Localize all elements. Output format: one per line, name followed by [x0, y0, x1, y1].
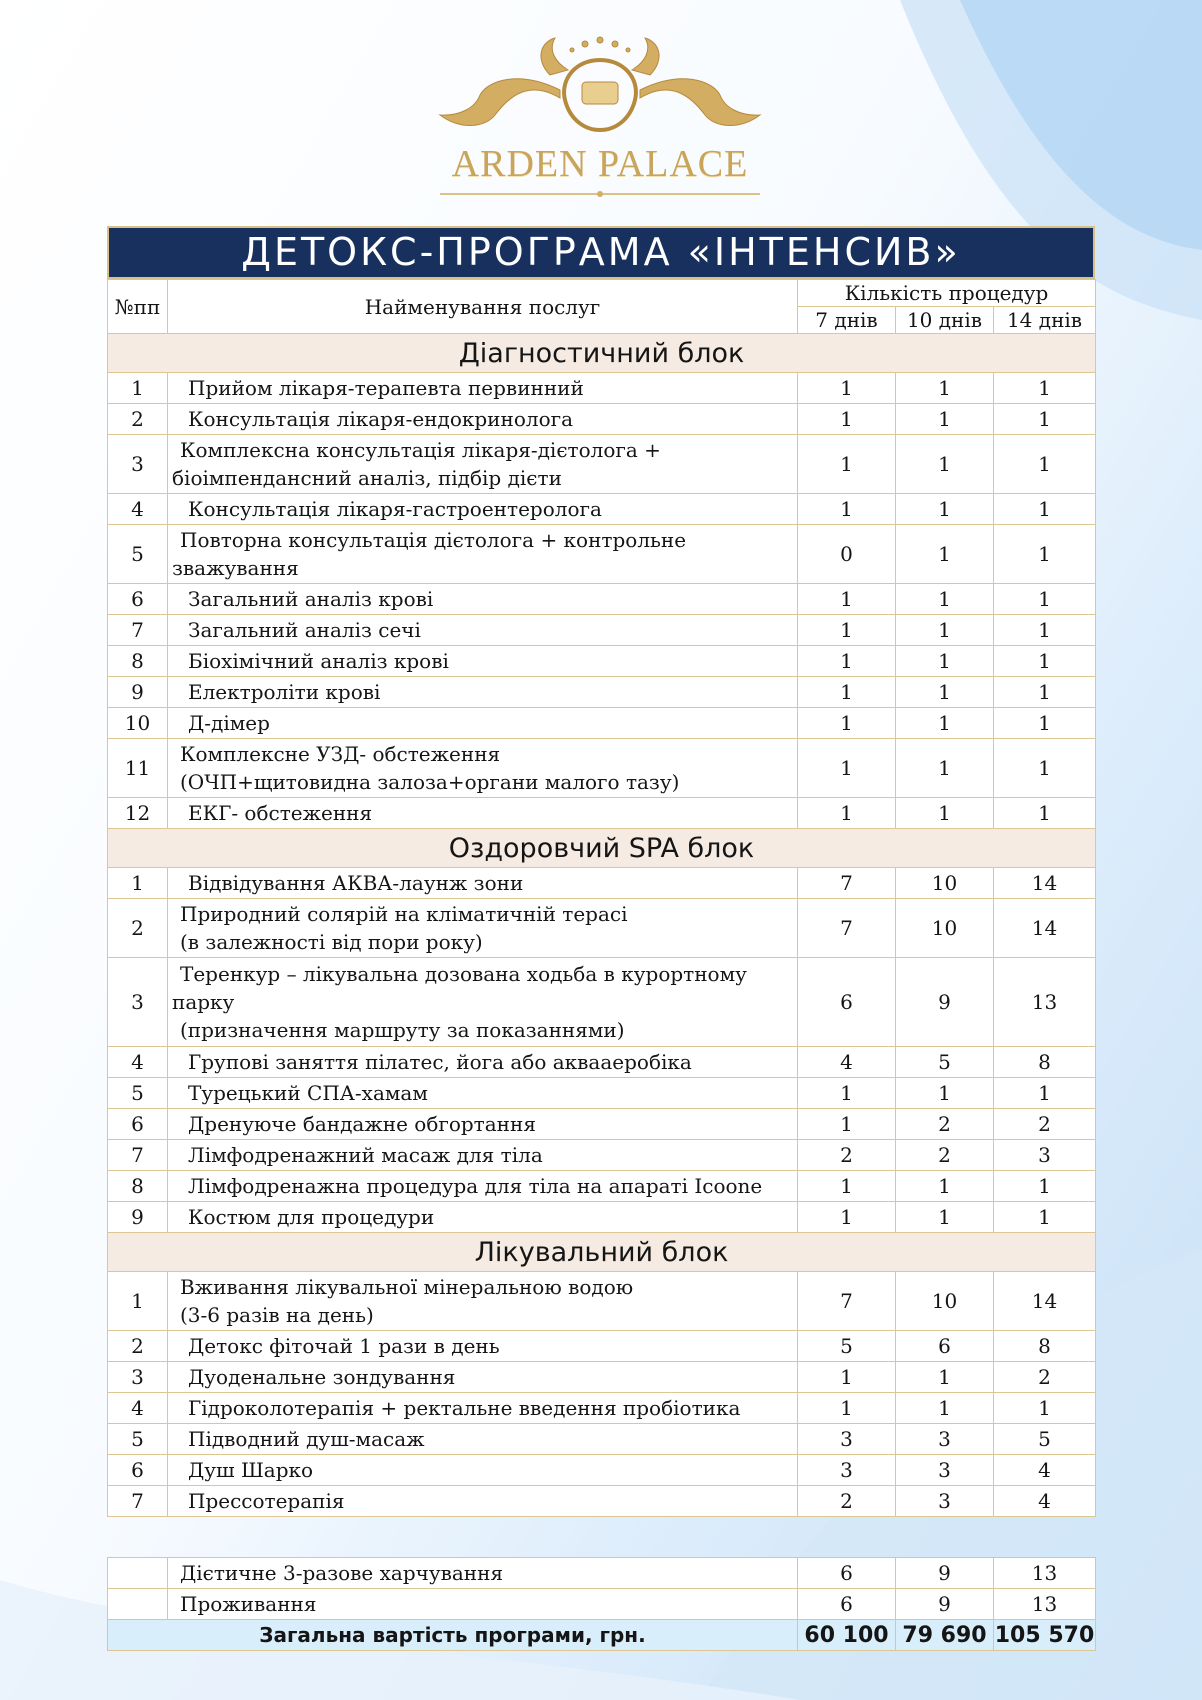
service-name-line: зважування — [172, 556, 299, 580]
procedure-count: 1 — [798, 584, 896, 615]
row-number — [108, 1558, 168, 1589]
row-number: 9 — [108, 677, 168, 708]
procedure-count: 7 — [798, 899, 896, 958]
row-number: 11 — [108, 739, 168, 798]
procedure-count: 3 — [994, 1140, 1096, 1171]
header-num: №пп — [108, 280, 168, 334]
service-name-line: Групові заняття пілатес, йога або аквааеробіка — [188, 1050, 692, 1074]
procedure-count: 10 — [896, 899, 994, 958]
procedure-count: 1 — [896, 435, 994, 494]
procedure-count: 1 — [994, 739, 1096, 798]
table-row — [108, 1455, 1096, 1486]
procedure-count: 2 — [798, 1486, 896, 1517]
row-number: 8 — [108, 1171, 168, 1202]
procedure-count: 1 — [798, 615, 896, 646]
price-table-sheet — [107, 226, 1095, 1651]
procedure-count: 1 — [798, 1202, 896, 1233]
procedure-count: 1 — [896, 1078, 994, 1109]
service-name-line: Турецький СПА-хамам — [188, 1081, 428, 1105]
section-title: Лікувальний блок — [108, 1233, 1096, 1272]
table-row — [108, 1047, 1096, 1078]
service-name — [168, 868, 798, 899]
procedure-count: 2 — [994, 1362, 1096, 1393]
row-number: 9 — [108, 1202, 168, 1233]
procedure-count: 2 — [896, 1140, 994, 1171]
table-row — [108, 1171, 1096, 1202]
row-number: 2 — [108, 899, 168, 958]
procedure-count: 1 — [994, 404, 1096, 435]
procedure-count: 13 — [994, 1589, 1096, 1620]
procedure-count: 8 — [994, 1047, 1096, 1078]
total-price: 79 690 — [896, 1620, 994, 1651]
table-row — [108, 677, 1096, 708]
table-row — [108, 1331, 1096, 1362]
header-days-2: 14 днів — [994, 307, 1096, 334]
service-name: Проживання — [168, 1589, 798, 1620]
row-number: 4 — [108, 494, 168, 525]
procedure-count: 10 — [896, 868, 994, 899]
procedure-count: 3 — [896, 1424, 994, 1455]
service-name-line: Біохімічний аналіз крові — [188, 649, 449, 673]
service-name — [168, 958, 798, 1047]
procedure-count: 5 — [994, 1424, 1096, 1455]
service-name-line: Відвідування АКВА-лаунж зони — [188, 871, 524, 895]
procedure-count: 1 — [798, 494, 896, 525]
table-row — [108, 1202, 1096, 1233]
table-row — [108, 373, 1096, 404]
service-name: Дієтичне 3-разове харчування — [168, 1558, 798, 1589]
table-row — [108, 1424, 1096, 1455]
procedure-count: 0 — [798, 525, 896, 584]
service-name-line: Костюм для процедури — [188, 1205, 435, 1229]
table-row — [108, 494, 1096, 525]
procedure-count: 1 — [798, 1171, 896, 1202]
procedure-count: 1 — [896, 1202, 994, 1233]
procedure-count: 2 — [798, 1140, 896, 1171]
procedure-count: 1 — [994, 677, 1096, 708]
procedure-count: 13 — [994, 958, 1096, 1047]
procedure-count: 6 — [798, 1589, 896, 1620]
row-number: 2 — [108, 404, 168, 435]
service-name-line: Консультація лікаря-ендокринолога — [188, 407, 574, 431]
row-number: 3 — [108, 435, 168, 494]
service-name — [168, 1393, 798, 1424]
service-name — [168, 646, 798, 677]
procedure-count: 5 — [896, 1047, 994, 1078]
table-row — [108, 525, 1096, 584]
service-name — [168, 1331, 798, 1362]
service-name-line: (в залежності від пори року) — [180, 930, 483, 954]
row-number: 2 — [108, 1331, 168, 1362]
procedure-count: 1 — [994, 1202, 1096, 1233]
procedure-count: 1 — [896, 708, 994, 739]
service-name-line: ЕКГ- обстеження — [188, 801, 373, 825]
service-name — [168, 1109, 798, 1140]
procedure-count: 1 — [994, 708, 1096, 739]
procedure-count: 1 — [896, 739, 994, 798]
table-row — [108, 1486, 1096, 1517]
row-number: 6 — [108, 584, 168, 615]
procedure-count: 1 — [896, 646, 994, 677]
procedure-count: 1 — [994, 615, 1096, 646]
procedure-count: 1 — [798, 1362, 896, 1393]
table-row — [108, 435, 1096, 494]
table-row — [108, 739, 1096, 798]
table-row — [108, 1109, 1096, 1140]
procedure-count: 1 — [896, 373, 994, 404]
row-number: 3 — [108, 1362, 168, 1393]
table-row — [108, 615, 1096, 646]
row-number: 3 — [108, 958, 168, 1047]
procedure-count: 8 — [994, 1331, 1096, 1362]
service-name — [168, 1078, 798, 1109]
table-row — [108, 1362, 1096, 1393]
procedure-count: 1 — [798, 1109, 896, 1140]
service-name — [168, 1486, 798, 1517]
total-price: 60 100 — [798, 1620, 896, 1651]
service-name-line: Душ Шарко — [188, 1458, 314, 1482]
service-name — [168, 373, 798, 404]
row-number: 7 — [108, 1140, 168, 1171]
service-name-line: Лімфодренажний масаж для тіла — [188, 1143, 543, 1167]
procedure-count: 9 — [896, 1558, 994, 1589]
service-name — [168, 677, 798, 708]
service-name — [168, 1455, 798, 1486]
service-name-line: Комплексне УЗД- обстеження — [180, 742, 501, 766]
service-name — [168, 584, 798, 615]
procedure-count: 3 — [798, 1455, 896, 1486]
service-name — [168, 615, 798, 646]
procedure-count: 6 — [798, 1558, 896, 1589]
procedure-count: 13 — [994, 1558, 1096, 1589]
service-name-line: (ОЧП+щитовидна залоза+органи малого тазу) — [180, 770, 680, 794]
service-name — [168, 798, 798, 829]
service-name-line: парку — [172, 990, 235, 1014]
row-number: 12 — [108, 798, 168, 829]
procedure-count: 14 — [994, 868, 1096, 899]
procedure-count: 1 — [896, 494, 994, 525]
procedure-count: 1 — [798, 404, 896, 435]
page-title: ДЕТОКС-ПРОГРАМА «ІНТЕНСИВ» — [107, 226, 1095, 279]
service-name — [168, 1047, 798, 1078]
procedure-count: 1 — [798, 646, 896, 677]
procedure-count: 1 — [798, 1078, 896, 1109]
procedure-count: 3 — [798, 1424, 896, 1455]
row-number: 5 — [108, 1078, 168, 1109]
row-number: 7 — [108, 615, 168, 646]
table-row — [108, 708, 1096, 739]
brand-name: ARDEN PALACE — [451, 143, 749, 185]
section-header — [108, 1233, 1096, 1272]
service-name — [168, 525, 798, 584]
row-number: 6 — [108, 1455, 168, 1486]
procedure-count: 9 — [896, 1589, 994, 1620]
table-row — [108, 584, 1096, 615]
row-number: 4 — [108, 1047, 168, 1078]
procedure-count: 1 — [896, 1393, 994, 1424]
service-name-line: Гідроколотерапія + ректальне введення пробіотика — [188, 1396, 741, 1420]
divider-ornament-icon — [400, 188, 800, 200]
service-name — [168, 494, 798, 525]
procedure-count: 1 — [994, 646, 1096, 677]
procedure-count: 6 — [896, 1331, 994, 1362]
row-number: 1 — [108, 1272, 168, 1331]
brand-logo — [400, 20, 800, 200]
procedure-count: 1 — [896, 677, 994, 708]
row-number: 1 — [108, 373, 168, 404]
procedure-count: 1 — [798, 1393, 896, 1424]
procedure-count: 1 — [896, 798, 994, 829]
row-number — [108, 1589, 168, 1620]
procedure-count: 1 — [896, 404, 994, 435]
service-name — [168, 1140, 798, 1171]
table-row — [108, 1272, 1096, 1331]
service-name — [168, 1362, 798, 1393]
spacer-row — [108, 1517, 1096, 1558]
extra-row — [108, 1558, 1096, 1589]
row-number: 4 — [108, 1393, 168, 1424]
procedure-count: 14 — [994, 899, 1096, 958]
procedure-count: 1 — [896, 525, 994, 584]
table-row — [108, 798, 1096, 829]
procedure-count: 1 — [896, 1171, 994, 1202]
row-number: 6 — [108, 1109, 168, 1140]
service-name-line: Вживання лікувальної мінеральною водою — [180, 1275, 634, 1299]
table-row — [108, 958, 1096, 1047]
service-name-line: (призначення маршруту за показаннями) — [180, 1018, 625, 1042]
section-header — [108, 829, 1096, 868]
service-name — [168, 435, 798, 494]
procedure-count: 3 — [896, 1455, 994, 1486]
service-name-line: Підводний душ-масаж — [188, 1427, 425, 1451]
service-name-line: Теренкур – лікувальна дозована ходьба в курортному — [180, 962, 747, 986]
service-name-line: Комплексна консультація лікаря-дієтолога + — [180, 438, 661, 462]
table-row — [108, 868, 1096, 899]
procedure-count: 2 — [896, 1109, 994, 1140]
service-name-line: Загальний аналіз крові — [188, 587, 434, 611]
service-name-line: Природний солярій на кліматичній терасі — [180, 902, 628, 926]
service-name-line: Загальний аналіз сечі — [188, 618, 421, 642]
service-name-line: (3-6 разів на день) — [180, 1303, 374, 1327]
procedure-count: 7 — [798, 868, 896, 899]
service-name-line: Д-дімер — [188, 711, 270, 735]
service-name — [168, 1171, 798, 1202]
procedure-count: 3 — [896, 1486, 994, 1517]
procedure-count: 4 — [994, 1486, 1096, 1517]
service-name-line: Електроліти крові — [188, 680, 381, 704]
header-count: Кількість процедур — [798, 280, 1096, 307]
table-row — [108, 1078, 1096, 1109]
service-name-line: Прессотерапія — [188, 1489, 345, 1513]
row-number: 8 — [108, 646, 168, 677]
procedure-count: 10 — [896, 1272, 994, 1331]
table-row — [108, 404, 1096, 435]
procedure-count: 1 — [798, 798, 896, 829]
header-days-0: 7 днів — [798, 307, 896, 334]
row-number: 7 — [108, 1486, 168, 1517]
table-row — [108, 899, 1096, 958]
spacer-cell — [108, 1517, 1096, 1558]
procedure-count: 1 — [994, 1078, 1096, 1109]
procedure-count: 1 — [994, 373, 1096, 404]
procedure-count: 1 — [994, 1393, 1096, 1424]
crown-ornament-icon — [400, 20, 800, 150]
table-row — [108, 1140, 1096, 1171]
row-number: 10 — [108, 708, 168, 739]
procedure-count: 1 — [798, 677, 896, 708]
procedure-count: 1 — [994, 494, 1096, 525]
total-row — [108, 1620, 1096, 1651]
service-name — [168, 899, 798, 958]
header-name: Найменування послуг — [168, 280, 798, 334]
header-days-1: 10 днів — [896, 307, 994, 334]
service-name-line: Дренуюче бандажне обгортання — [188, 1112, 536, 1136]
procedure-count: 1 — [994, 584, 1096, 615]
program-table — [107, 279, 1096, 1651]
procedure-count: 14 — [994, 1272, 1096, 1331]
procedure-count: 6 — [798, 958, 896, 1047]
total-price: 105 570 — [994, 1620, 1096, 1651]
service-name-line: Дуоденальне зондування — [188, 1365, 456, 1389]
service-name-line: Детокс фіточай 1 рази в день — [188, 1334, 500, 1358]
service-name-line: Лімфодренажна процедура для тіла на апараті Icoone — [188, 1174, 763, 1198]
row-number: 5 — [108, 525, 168, 584]
section-header — [108, 334, 1096, 373]
service-name — [168, 1424, 798, 1455]
section-title: Оздоровчий SPA блок — [108, 829, 1096, 868]
procedure-count: 1 — [896, 584, 994, 615]
service-name — [168, 404, 798, 435]
service-name-line: біоімпендансний аналіз, підбір дієти — [172, 466, 562, 490]
service-name-line: Прийом лікаря-терапевта первинний — [188, 376, 584, 400]
procedure-count: 1 — [994, 1171, 1096, 1202]
procedure-count: 1 — [896, 615, 994, 646]
table-row — [108, 646, 1096, 677]
service-name — [168, 708, 798, 739]
table-row — [108, 1393, 1096, 1424]
procedure-count: 4 — [994, 1455, 1096, 1486]
procedure-count: 1 — [798, 435, 896, 494]
procedure-count: 1 — [798, 739, 896, 798]
procedure-count: 1 — [798, 373, 896, 404]
service-name — [168, 739, 798, 798]
service-name — [168, 1202, 798, 1233]
row-number: 5 — [108, 1424, 168, 1455]
procedure-count: 1 — [994, 525, 1096, 584]
procedure-count: 9 — [896, 958, 994, 1047]
procedure-count: 1 — [994, 435, 1096, 494]
section-title: Діагностичний блок — [108, 334, 1096, 373]
procedure-count: 5 — [798, 1331, 896, 1362]
service-name-line: Повторна консультація дієтолога + контрольне — [180, 528, 687, 552]
row-number: 1 — [108, 868, 168, 899]
procedure-count: 1 — [896, 1362, 994, 1393]
extra-row — [108, 1589, 1096, 1620]
procedure-count: 2 — [994, 1109, 1096, 1140]
procedure-count: 1 — [994, 798, 1096, 829]
service-name — [168, 1272, 798, 1331]
service-name-line: Консультація лікаря-гастроентеролога — [188, 497, 602, 521]
procedure-count: 7 — [798, 1272, 896, 1331]
procedure-count: 4 — [798, 1047, 896, 1078]
total-label: Загальна вартість програми, грн. — [108, 1620, 798, 1651]
table-header-row — [108, 280, 1096, 307]
procedure-count: 1 — [798, 708, 896, 739]
